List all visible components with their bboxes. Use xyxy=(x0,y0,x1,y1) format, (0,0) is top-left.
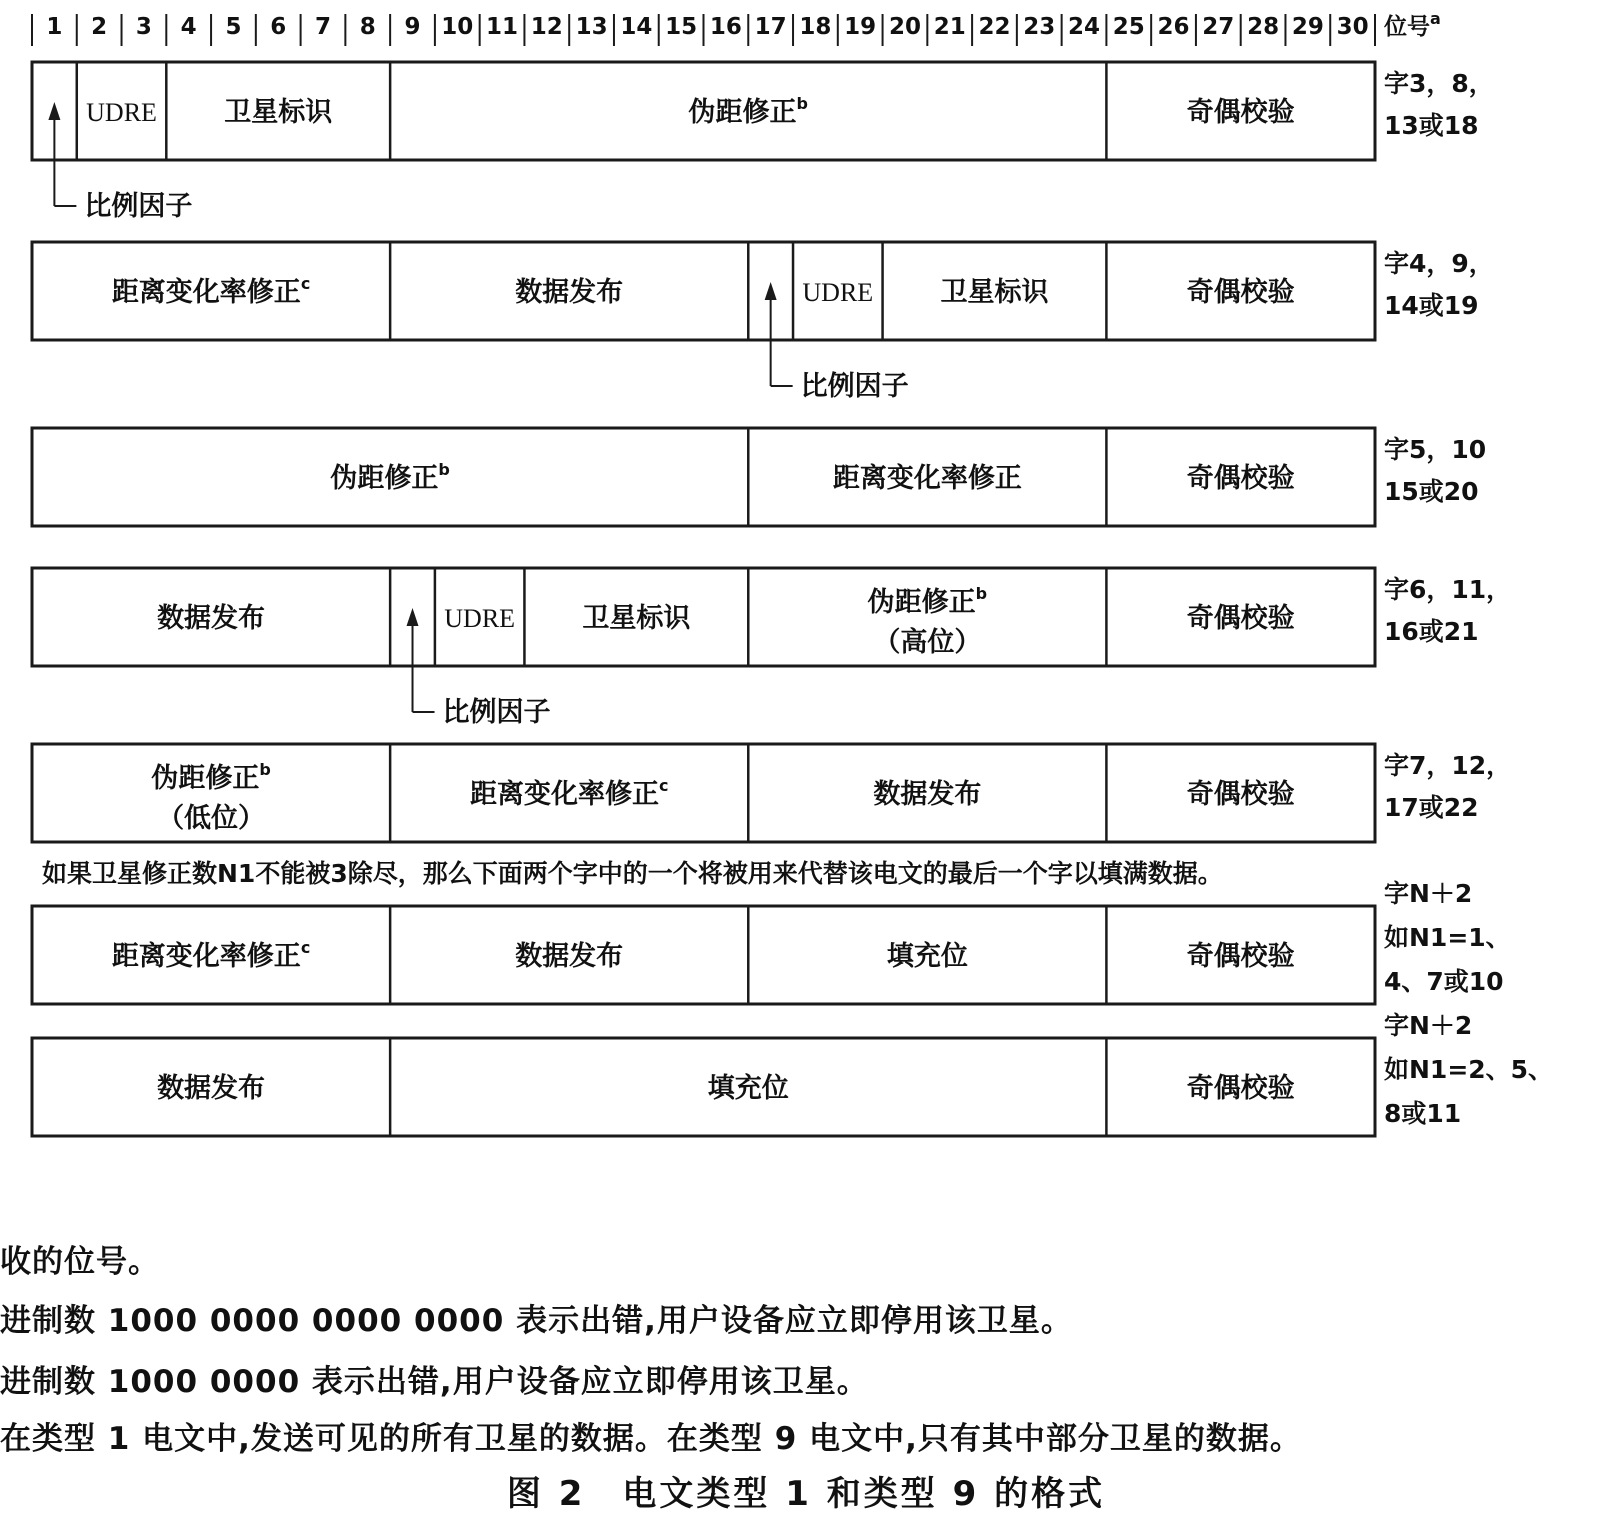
word-index-label: 15或20 xyxy=(1384,477,1479,506)
bit-number: 6 xyxy=(270,14,287,40)
field-label-sup: b xyxy=(796,94,808,113)
bit-number: 26 xyxy=(1157,14,1190,40)
field-label: 距离变化率修正$^c$ xyxy=(111,274,311,308)
word-index-label: 17或22 xyxy=(1384,793,1479,822)
arrow-head-icon xyxy=(407,608,419,626)
field-label-sup: b xyxy=(975,584,988,603)
field-label: 奇偶校验 xyxy=(1186,779,1295,810)
word-index-label: 字3，8， xyxy=(1384,69,1494,98)
bit-number: 15 xyxy=(665,14,698,40)
bit-number: 18 xyxy=(799,14,832,40)
field-label: 奇偶校验 xyxy=(1186,97,1295,128)
field-label: 数据发布 xyxy=(515,941,624,972)
bit-number: 24 xyxy=(1068,14,1101,40)
bit-number: 30 xyxy=(1336,14,1369,40)
word-index-label: 如N1=2、5、 xyxy=(1384,1055,1554,1084)
field-label: 奇偶校验 xyxy=(1186,463,1295,494)
field-label: 奇偶校验 xyxy=(1186,1073,1295,1104)
footnote-3: 进制数 1000 0000 表示出错,用户设备应立即停用该卫星。 xyxy=(0,1364,869,1400)
footnote-2: 进制数 1000 0000 0000 0000 表示出错,用户设备应立即停用该卫星。 xyxy=(0,1303,1073,1339)
field-label-sub: （高位） xyxy=(873,627,982,658)
arrow-head-icon xyxy=(765,282,777,300)
field-label: UDRE xyxy=(86,98,157,127)
bit-number: 25 xyxy=(1112,14,1145,40)
field-label: 奇偶校验 xyxy=(1186,603,1295,634)
word-index-label: 字4，9， xyxy=(1384,249,1494,278)
footnote-1: 收的位号。 xyxy=(0,1244,160,1280)
field-label-sup: c xyxy=(300,274,311,293)
field-label: 卫星标识 xyxy=(582,603,691,634)
field-label: 卫星标识 xyxy=(224,97,333,128)
bit-number: 2 xyxy=(91,14,108,40)
bit-number: 27 xyxy=(1202,14,1235,40)
field-label-sub: （低位） xyxy=(157,803,266,834)
bit-number: 1 xyxy=(46,14,63,40)
bit-number: 13 xyxy=(575,14,608,40)
field-label: 伪距修正$^b$ xyxy=(688,94,808,128)
figure-caption: 图 2 电文类型 1 和类型 9 的格式 xyxy=(506,1474,1106,1514)
bit-number: 9 xyxy=(404,14,421,40)
field-label: 数据发布 xyxy=(157,603,266,634)
bit-number: 19 xyxy=(844,14,877,40)
word-index-label: 字N＋2 xyxy=(1384,1011,1473,1040)
bit-number: 3 xyxy=(135,14,152,40)
word-index-label: 字7，12， xyxy=(1384,751,1512,780)
bit-label-sup: a xyxy=(1430,9,1441,28)
field-label: 数据发布 xyxy=(873,779,982,810)
word-index-label: 字6，11， xyxy=(1384,575,1512,604)
bit-number: 23 xyxy=(1023,14,1056,40)
footnote-4: 在类型 1 电文中,发送可见的所有卫星的数据。在类型 9 电文中,只有其中部分卫星的数据。 xyxy=(0,1421,1302,1457)
bit-label: 位号$^a$ xyxy=(1384,9,1441,40)
field-label: 卫星标识 xyxy=(940,277,1049,308)
field-label: 数据发布 xyxy=(157,1073,266,1104)
bit-number: 28 xyxy=(1247,14,1280,40)
word-row-2 xyxy=(32,242,1494,402)
bit-number: 22 xyxy=(978,14,1011,40)
word-row-5 xyxy=(32,744,1511,842)
field-label: 伪距修正$^b$ xyxy=(330,460,450,494)
field-label-sup: b xyxy=(259,760,271,779)
bit-number: 20 xyxy=(888,14,921,40)
fill-note: 如果卫星修正数N1不能被3除尽，那么下面两个字中的一个将被用来代替该电文的最后一个字以填满数据。 xyxy=(42,859,1223,888)
bit-number: 16 xyxy=(709,14,742,40)
field-label: 距离变化率修正$^c$ xyxy=(111,938,311,972)
bit-number: 7 xyxy=(314,14,331,40)
field-label: 距离变化率修正 xyxy=(832,463,1022,494)
field-label-sup: b xyxy=(438,460,450,479)
bit-number: 8 xyxy=(359,14,376,40)
field-label: UDRE xyxy=(802,278,874,307)
bit-number: 5 xyxy=(225,14,242,40)
field-label: 填充位 xyxy=(886,941,968,972)
word-index-label: 13或18 xyxy=(1384,111,1479,140)
bit-number: 4 xyxy=(180,14,197,40)
field-label: 伪距修正$^b$ xyxy=(867,584,988,618)
word-index-label: 字N＋2 xyxy=(1384,879,1473,908)
field-label: 伪距修正$^b$ xyxy=(151,760,271,794)
field-label: 填充位 xyxy=(707,1073,789,1104)
field-label: 奇偶校验 xyxy=(1186,277,1295,308)
scale-factor-label: 比例因子 xyxy=(442,697,551,728)
bit-number: 21 xyxy=(933,14,966,40)
bit-number: 10 xyxy=(441,14,474,40)
arrow-head-icon xyxy=(48,102,60,120)
field-label-sup: c xyxy=(300,938,311,957)
bit-number: 29 xyxy=(1291,14,1324,40)
field-label-sup: c xyxy=(658,776,669,795)
bit-number: 14 xyxy=(620,14,653,40)
word-index-label: 如N1=1、 xyxy=(1384,923,1511,952)
word-row-3 xyxy=(32,428,1486,526)
word-row-7 xyxy=(32,1011,1553,1136)
scale-factor-label: 比例因子 xyxy=(84,191,193,222)
bit-number: 11 xyxy=(486,14,519,40)
bit-number: 12 xyxy=(530,14,563,40)
field-label: 数据发布 xyxy=(515,277,624,308)
field-label: 奇偶校验 xyxy=(1186,941,1295,972)
word-index-label: 14或19 xyxy=(1384,291,1479,320)
word-index-label: 16或21 xyxy=(1384,617,1479,646)
word-index-label: 字5，10 xyxy=(1384,435,1487,464)
word-row-4 xyxy=(32,568,1511,728)
word-row-1 xyxy=(32,62,1494,222)
word-index-label: 8或11 xyxy=(1384,1099,1462,1128)
word-row-6 xyxy=(32,879,1511,1004)
word-box xyxy=(32,428,1375,526)
word-index-label: 4、7或10 xyxy=(1384,967,1504,996)
field-label: UDRE xyxy=(444,604,516,633)
bit-number: 17 xyxy=(754,14,787,40)
field-label: 距离变化率修正$^c$ xyxy=(469,776,669,810)
scale-factor-label: 比例因子 xyxy=(800,371,909,402)
